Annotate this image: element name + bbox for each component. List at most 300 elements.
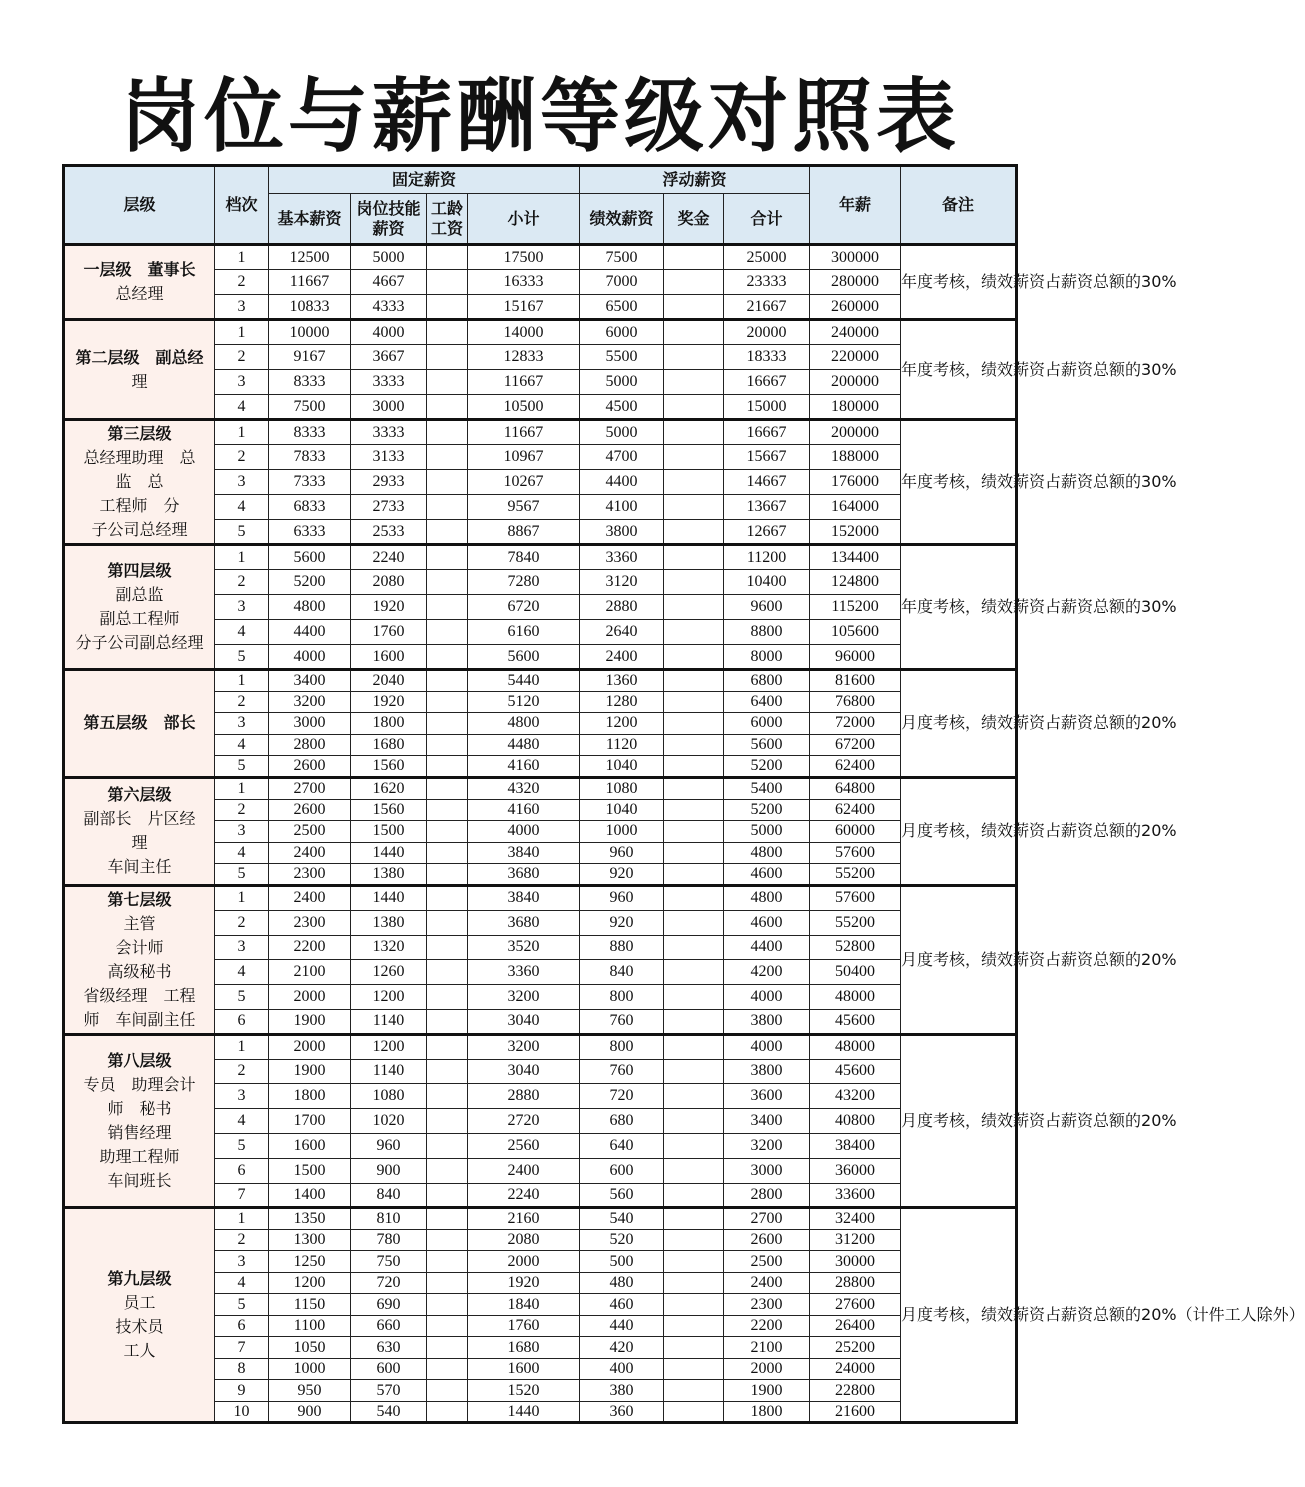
cell-seniority-pay	[427, 842, 468, 864]
cell-subtotal: 3840	[468, 885, 580, 910]
cell-subtotal: 2400	[468, 1158, 580, 1183]
cell-annual-salary: 67200	[810, 734, 901, 756]
page-title: 岗位与薪酬等级对照表	[120, 70, 960, 163]
cell-performance-salary: 1200	[580, 713, 664, 735]
level-position: 专员 助理会计	[83, 1075, 196, 1094]
cell-grade: 9	[215, 1380, 269, 1402]
level-position: 副总工程师	[99, 609, 180, 628]
cell-annual-salary: 105600	[810, 620, 901, 645]
cell-performance-salary: 420	[580, 1337, 664, 1359]
cell-subtotal: 1600	[468, 1358, 580, 1380]
cell-bonus	[664, 570, 724, 595]
cell-seniority-pay	[427, 470, 468, 495]
cell-base-salary: 4000	[269, 645, 351, 670]
cell-skill-salary: 1560	[351, 756, 427, 778]
cell-skill-salary: 540	[351, 1401, 427, 1423]
cell-performance-salary: 2880	[580, 595, 664, 620]
note-cell: 月度考核，绩效薪资占薪资总额的20%	[901, 777, 1017, 885]
table-row	[64, 885, 1017, 910]
table-row	[64, 245, 1017, 270]
cell-total: 4600	[724, 864, 810, 886]
cell-grade: 5	[215, 864, 269, 886]
cell-annual-salary: 55200	[810, 910, 901, 935]
cell-total: 6800	[724, 670, 810, 692]
cell-grade: 5	[215, 1133, 269, 1158]
cell-skill-salary: 2080	[351, 570, 427, 595]
cell-annual-salary: 31200	[810, 1229, 901, 1251]
cell-skill-salary: 2933	[351, 470, 427, 495]
cell-performance-salary: 1080	[580, 777, 664, 799]
cell-base-salary: 10000	[269, 320, 351, 345]
cell-base-salary: 11667	[269, 270, 351, 295]
cell-grade: 2	[215, 799, 269, 821]
cell-bonus	[664, 545, 724, 570]
cell-total: 13667	[724, 495, 810, 520]
cell-grade: 4	[215, 495, 269, 520]
cell-grade: 3	[215, 595, 269, 620]
level-name: 第四层级	[107, 561, 172, 580]
cell-annual-salary: 22800	[810, 1380, 901, 1402]
cell-skill-salary: 1440	[351, 885, 427, 910]
cell-grade: 3	[215, 1251, 269, 1273]
cell-skill-salary: 1380	[351, 910, 427, 935]
cell-total: 4400	[724, 935, 810, 960]
cell-performance-salary: 400	[580, 1358, 664, 1380]
cell-annual-salary: 50400	[810, 960, 901, 985]
cell-seniority-pay	[427, 570, 468, 595]
cell-base-salary: 9167	[269, 345, 351, 370]
cell-seniority-pay	[427, 595, 468, 620]
table-row	[64, 1034, 1017, 1059]
cell-skill-salary: 810	[351, 1208, 427, 1230]
header-skill-salary: 岗位技能薪资	[351, 194, 427, 245]
cell-total: 18333	[724, 345, 810, 370]
cell-base-salary: 7500	[269, 395, 351, 420]
cell-performance-salary: 5500	[580, 345, 664, 370]
cell-seniority-pay	[427, 885, 468, 910]
cell-grade: 1	[215, 545, 269, 570]
cell-performance-salary: 500	[580, 1251, 664, 1273]
cell-base-salary: 1050	[269, 1337, 351, 1359]
cell-grade: 8	[215, 1358, 269, 1380]
level-group	[64, 1034, 1177, 1208]
cell-base-salary: 5600	[269, 545, 351, 570]
cell-total: 6000	[724, 713, 810, 735]
cell-bonus	[664, 885, 724, 910]
cell-seniority-pay	[427, 985, 468, 1010]
cell-seniority-pay	[427, 713, 468, 735]
cell-base-salary: 5200	[269, 570, 351, 595]
header-total: 合计	[724, 194, 810, 245]
cell-base-salary: 2800	[269, 734, 351, 756]
cell-skill-salary: 2733	[351, 495, 427, 520]
cell-grade: 7	[215, 1337, 269, 1359]
cell-seniority-pay	[427, 935, 468, 960]
cell-grade: 4	[215, 960, 269, 985]
cell-seniority-pay	[427, 1208, 468, 1230]
cell-annual-salary: 81600	[810, 670, 901, 692]
cell-bonus	[664, 1183, 724, 1208]
cell-bonus	[664, 1158, 724, 1183]
cell-total: 1900	[724, 1380, 810, 1402]
level-name: 第六层级	[107, 785, 172, 805]
cell-subtotal: 6160	[468, 620, 580, 645]
cell-subtotal: 5600	[468, 645, 580, 670]
level-group	[64, 885, 1177, 1034]
cell-seniority-pay	[427, 1084, 468, 1109]
cell-annual-salary: 28800	[810, 1272, 901, 1294]
cell-total: 4200	[724, 960, 810, 985]
cell-bonus	[664, 1208, 724, 1230]
cell-bonus	[664, 935, 724, 960]
cell-bonus	[664, 620, 724, 645]
cell-base-salary: 1500	[269, 1158, 351, 1183]
level-position: 总经理助理 总	[83, 448, 196, 467]
header-grade: 档次	[215, 166, 269, 245]
table-row	[64, 1208, 1017, 1230]
cell-base-salary: 8333	[269, 420, 351, 445]
cell-base-salary: 2300	[269, 864, 351, 886]
level-position: 员工	[123, 1293, 156, 1313]
cell-performance-salary: 920	[580, 864, 664, 886]
cell-total: 2300	[724, 1294, 810, 1316]
cell-bonus	[664, 910, 724, 935]
cell-bonus	[664, 345, 724, 370]
cell-base-salary: 950	[269, 1380, 351, 1402]
cell-skill-salary: 1080	[351, 1084, 427, 1109]
cell-annual-salary: 280000	[810, 270, 901, 295]
cell-performance-salary: 760	[580, 1009, 664, 1034]
cell-subtotal: 2720	[468, 1109, 580, 1134]
cell-subtotal: 3840	[468, 842, 580, 864]
table-row	[64, 545, 1017, 570]
cell-skill-salary: 2533	[351, 520, 427, 545]
note-cell: 年度考核，绩效薪资占薪资总额的30%	[901, 545, 1017, 670]
cell-total: 15667	[724, 445, 810, 470]
cell-grade: 5	[215, 520, 269, 545]
cell-seniority-pay	[427, 1009, 468, 1034]
cell-annual-salary: 43200	[810, 1084, 901, 1109]
cell-skill-salary: 3133	[351, 445, 427, 470]
cell-subtotal: 3680	[468, 910, 580, 935]
cell-base-salary: 2000	[269, 1034, 351, 1059]
level-group	[64, 670, 1177, 778]
cell-skill-salary: 1380	[351, 864, 427, 886]
cell-skill-salary: 1260	[351, 960, 427, 985]
cell-grade: 4	[215, 1109, 269, 1134]
cell-performance-salary: 380	[580, 1380, 664, 1402]
cell-total: 2400	[724, 1272, 810, 1294]
cell-seniority-pay	[427, 645, 468, 670]
cell-grade: 3	[215, 713, 269, 735]
cell-seniority-pay	[427, 1059, 468, 1084]
cell-skill-salary: 960	[351, 1133, 427, 1158]
cell-bonus	[664, 670, 724, 692]
cell-total: 12667	[724, 520, 810, 545]
cell-grade: 1	[215, 320, 269, 345]
cell-total: 3400	[724, 1109, 810, 1134]
cell-skill-salary: 750	[351, 1251, 427, 1273]
cell-total: 2100	[724, 1337, 810, 1359]
cell-seniority-pay	[427, 545, 468, 570]
cell-annual-salary: 300000	[810, 245, 901, 270]
cell-skill-salary: 1140	[351, 1009, 427, 1034]
cell-bonus	[664, 1251, 724, 1273]
header-note: 备注	[901, 166, 1017, 245]
cell-skill-salary: 1140	[351, 1059, 427, 1084]
cell-bonus	[664, 1059, 724, 1084]
cell-base-salary: 12500	[269, 245, 351, 270]
cell-subtotal: 7280	[468, 570, 580, 595]
cell-skill-salary: 3333	[351, 420, 427, 445]
level-name: 第九层级	[107, 1269, 172, 1289]
cell-skill-salary: 1920	[351, 595, 427, 620]
cell-skill-salary: 1600	[351, 645, 427, 670]
cell-bonus	[664, 960, 724, 985]
note-cell: 月度考核，绩效薪资占薪资总额的20%	[901, 1034, 1017, 1208]
cell-bonus	[664, 734, 724, 756]
cell-seniority-pay	[427, 1272, 468, 1294]
cell-total: 8000	[724, 645, 810, 670]
cell-skill-salary: 4667	[351, 270, 427, 295]
cell-performance-salary: 460	[580, 1294, 664, 1316]
cell-total: 10400	[724, 570, 810, 595]
level-position: 师 秘书	[107, 1099, 172, 1118]
cell-total: 3000	[724, 1158, 810, 1183]
level-position: 理	[131, 371, 148, 391]
cell-subtotal: 11667	[468, 420, 580, 445]
cell-grade: 2	[215, 445, 269, 470]
cell-total: 14667	[724, 470, 810, 495]
cell-bonus	[664, 1109, 724, 1134]
cell-annual-salary: 25200	[810, 1337, 901, 1359]
cell-bonus	[664, 985, 724, 1010]
cell-subtotal: 8867	[468, 520, 580, 545]
cell-skill-salary: 780	[351, 1229, 427, 1251]
cell-subtotal: 10500	[468, 395, 580, 420]
cell-subtotal: 4320	[468, 777, 580, 799]
level-cell	[64, 320, 215, 420]
cell-skill-salary: 1020	[351, 1109, 427, 1134]
cell-grade: 5	[215, 985, 269, 1010]
cell-performance-salary: 840	[580, 960, 664, 985]
cell-skill-salary: 2040	[351, 670, 427, 692]
cell-seniority-pay	[427, 1183, 468, 1208]
cell-annual-salary: 45600	[810, 1009, 901, 1034]
cell-base-salary: 6833	[269, 495, 351, 520]
cell-bonus	[664, 320, 724, 345]
cell-performance-salary: 6000	[580, 320, 664, 345]
cell-total: 9600	[724, 595, 810, 620]
cell-subtotal: 1440	[468, 1401, 580, 1423]
cell-grade: 3	[215, 821, 269, 843]
cell-seniority-pay	[427, 1315, 468, 1337]
cell-subtotal: 4480	[468, 734, 580, 756]
cell-seniority-pay	[427, 445, 468, 470]
cell-bonus	[664, 842, 724, 864]
cell-performance-salary: 640	[580, 1133, 664, 1158]
cell-performance-salary: 680	[580, 1109, 664, 1134]
cell-base-salary: 4400	[269, 620, 351, 645]
cell-bonus	[664, 799, 724, 821]
cell-grade: 2	[215, 1229, 269, 1251]
cell-seniority-pay	[427, 1158, 468, 1183]
cell-grade: 1	[215, 420, 269, 445]
cell-seniority-pay	[427, 270, 468, 295]
cell-bonus	[664, 1380, 724, 1402]
cell-performance-salary: 2400	[580, 645, 664, 670]
cell-subtotal: 17500	[468, 245, 580, 270]
level-position: 监 总	[115, 472, 164, 491]
level-position: 销售经理	[107, 1123, 172, 1142]
cell-grade: 5	[215, 756, 269, 778]
cell-base-salary: 3400	[269, 670, 351, 692]
cell-seniority-pay	[427, 1251, 468, 1273]
table-header	[64, 166, 1017, 245]
cell-seniority-pay	[427, 1229, 468, 1251]
cell-performance-salary: 1040	[580, 756, 664, 778]
cell-total: 8800	[724, 620, 810, 645]
cell-total: 3600	[724, 1084, 810, 1109]
header-base-salary: 基本薪资	[269, 194, 351, 245]
cell-base-salary: 1800	[269, 1084, 351, 1109]
cell-base-salary: 7333	[269, 470, 351, 495]
cell-seniority-pay	[427, 320, 468, 345]
cell-annual-salary: 57600	[810, 842, 901, 864]
cell-bonus	[664, 395, 724, 420]
cell-bonus	[664, 370, 724, 395]
cell-total: 5400	[724, 777, 810, 799]
cell-seniority-pay	[427, 345, 468, 370]
header-subtotal: 小计	[468, 194, 580, 245]
level-position: 总经理	[115, 284, 164, 303]
cell-bonus	[664, 470, 724, 495]
cell-annual-salary: 188000	[810, 445, 901, 470]
cell-skill-salary: 1500	[351, 821, 427, 843]
cell-base-salary: 2400	[269, 885, 351, 910]
cell-performance-salary: 4500	[580, 395, 664, 420]
cell-total: 5200	[724, 756, 810, 778]
cell-grade: 5	[215, 1294, 269, 1316]
cell-base-salary: 2100	[269, 960, 351, 985]
cell-seniority-pay	[427, 756, 468, 778]
cell-seniority-pay	[427, 520, 468, 545]
level-group	[64, 777, 1177, 885]
cell-seniority-pay	[427, 420, 468, 445]
cell-base-salary: 1100	[269, 1315, 351, 1337]
header-bonus: 奖金	[664, 194, 724, 245]
cell-skill-salary: 2240	[351, 545, 427, 570]
cell-base-salary: 1300	[269, 1229, 351, 1251]
cell-performance-salary: 2640	[580, 620, 664, 645]
cell-bonus	[664, 1084, 724, 1109]
cell-annual-salary: 62400	[810, 756, 901, 778]
note-cell: 年度考核，绩效薪资占薪资总额的30%	[901, 320, 1017, 420]
cell-bonus	[664, 1337, 724, 1359]
cell-performance-salary: 880	[580, 935, 664, 960]
cell-total: 3800	[724, 1009, 810, 1034]
level-cell	[64, 1208, 215, 1423]
cell-annual-salary: 164000	[810, 495, 901, 520]
cell-performance-salary: 760	[580, 1059, 664, 1084]
cell-subtotal: 12833	[468, 345, 580, 370]
cell-performance-salary: 4100	[580, 495, 664, 520]
level-cell	[64, 545, 215, 670]
cell-seniority-pay	[427, 864, 468, 886]
cell-subtotal: 2880	[468, 1084, 580, 1109]
cell-skill-salary: 900	[351, 1158, 427, 1183]
cell-seniority-pay	[427, 1034, 468, 1059]
cell-seniority-pay	[427, 1133, 468, 1158]
cell-skill-salary: 1320	[351, 935, 427, 960]
cell-base-salary: 10833	[269, 295, 351, 320]
cell-subtotal: 3200	[468, 985, 580, 1010]
cell-grade: 4	[215, 842, 269, 864]
level-position: 技术员	[115, 1317, 164, 1337]
cell-grade: 2	[215, 270, 269, 295]
note-cell: 月度考核，绩效薪资占薪资总额的20%（计件工人除外）	[901, 1208, 1017, 1423]
cell-subtotal: 1680	[468, 1337, 580, 1359]
cell-base-salary: 4800	[269, 595, 351, 620]
level-position: 理	[131, 833, 148, 853]
cell-bonus	[664, 495, 724, 520]
cell-annual-salary: 96000	[810, 645, 901, 670]
cell-grade: 1	[215, 1208, 269, 1230]
level-position: 高级秘书	[107, 961, 172, 981]
cell-base-salary: 8333	[269, 370, 351, 395]
cell-skill-salary: 1920	[351, 691, 427, 713]
cell-performance-salary: 3360	[580, 545, 664, 570]
cell-total: 20000	[724, 320, 810, 345]
header-seniority-pay: 工龄工资	[427, 194, 468, 245]
cell-annual-salary: 124800	[810, 570, 901, 595]
cell-grade: 6	[215, 1315, 269, 1337]
cell-performance-salary: 1120	[580, 734, 664, 756]
cell-base-salary: 1350	[269, 1208, 351, 1230]
cell-bonus	[664, 756, 724, 778]
cell-total: 2000	[724, 1358, 810, 1380]
cell-subtotal: 10967	[468, 445, 580, 470]
cell-grade: 10	[215, 1401, 269, 1423]
cell-bonus	[664, 777, 724, 799]
cell-bonus	[664, 1133, 724, 1158]
cell-bonus	[664, 595, 724, 620]
cell-performance-salary: 3120	[580, 570, 664, 595]
cell-bonus	[664, 420, 724, 445]
cell-bonus	[664, 245, 724, 270]
cell-performance-salary: 600	[580, 1158, 664, 1183]
level-position: 分子公司副总经理	[75, 633, 204, 652]
cell-total: 5200	[724, 799, 810, 821]
cell-seniority-pay	[427, 1109, 468, 1134]
cell-subtotal: 5440	[468, 670, 580, 692]
cell-bonus	[664, 713, 724, 735]
level-cell	[64, 245, 215, 320]
cell-bonus	[664, 1229, 724, 1251]
level-group	[64, 545, 1177, 670]
cell-total: 4800	[724, 842, 810, 864]
cell-total: 11200	[724, 545, 810, 570]
cell-grade: 1	[215, 245, 269, 270]
cell-annual-salary: 21600	[810, 1401, 901, 1423]
cell-skill-salary: 3000	[351, 395, 427, 420]
cell-grade: 2	[215, 1059, 269, 1084]
cell-bonus	[664, 1401, 724, 1423]
cell-grade: 5	[215, 645, 269, 670]
cell-performance-salary: 960	[580, 885, 664, 910]
cell-performance-salary: 1360	[580, 670, 664, 692]
cell-annual-salary: 76800	[810, 691, 901, 713]
